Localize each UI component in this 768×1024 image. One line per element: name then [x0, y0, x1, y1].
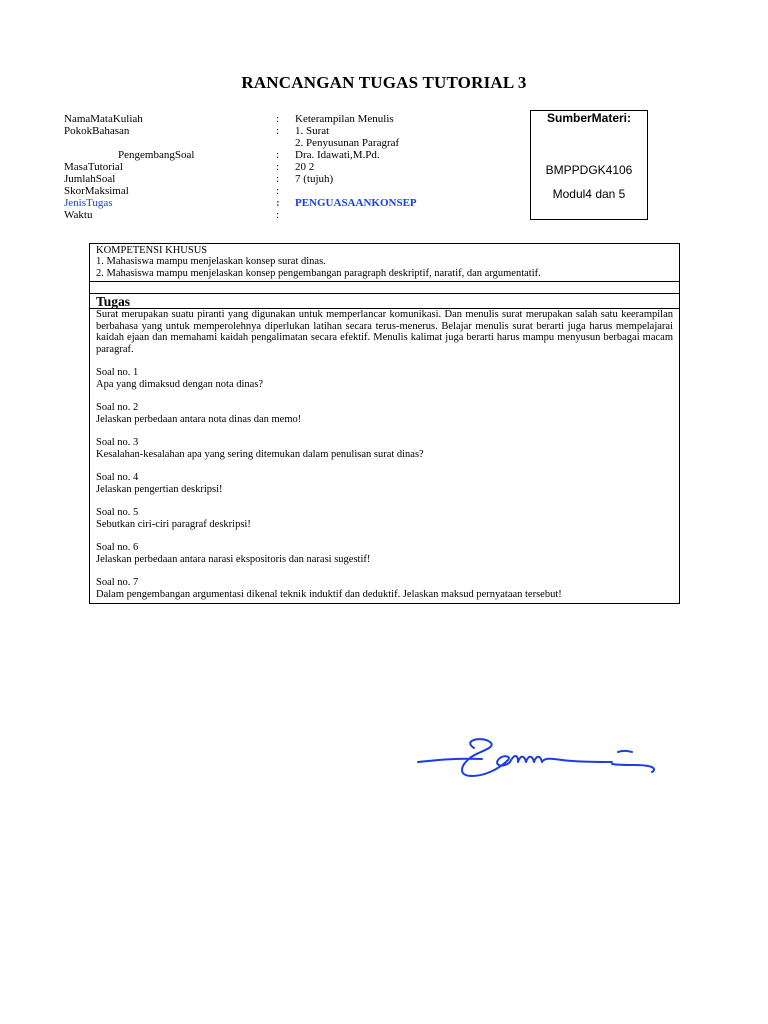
- soal-question: Jelaskan pengertian deskripsi!: [96, 484, 223, 495]
- meta-value-pengembang-soal: Dra. Idawati,M.Pd.: [295, 149, 380, 161]
- soal-label: Soal no. 5: [96, 507, 139, 518]
- signature-image: [412, 734, 662, 782]
- meta-label-pokok-bahasan: PokokBahasan: [64, 125, 130, 137]
- meta-colon: :: [276, 173, 280, 185]
- sumber-materi-modul: Modul4 dan 5: [552, 187, 626, 201]
- soal-label: Soal no. 3: [96, 437, 139, 448]
- meta-colon: :: [276, 113, 280, 125]
- tugas-paragraph: Surat merupakan suatu piranti yang digunakan untuk memperlancar komunikasi. Dan menulis surat merupakan salah satu keerampilan berbahasa yang untuk memperolehnya diperlukan latihan secara terus-menerus. Belajar menulis surat berarti juga harus mempelajarai kaidah ejaan dan memahami kaidah pengalimatan secara efektif. Menulis kalimat juga berarti harus mampu menyusun berbagai macam paragraf.: [96, 309, 673, 355]
- soal-label: Soal no. 2: [96, 402, 139, 413]
- sumber-materi-code: BMPPDGK4106: [545, 163, 633, 177]
- meta-colon: :: [276, 161, 280, 173]
- meta-colon: :: [276, 149, 280, 161]
- tugas-heading: Tugas: [96, 294, 131, 309]
- document-title: RANCANGAN TUGAS TUTORIAL 3: [241, 73, 527, 92]
- meta-colon: :: [276, 125, 280, 137]
- meta-value-pokok-bahasan-1: 1. Surat: [295, 125, 330, 137]
- soal-question: Dalam pengembangan argumentasi dikenal teknik induktif dan deduktif. Jelaskan maksud pernyataan tersebut!: [96, 589, 562, 600]
- meta-value-masa-tutorial: 20 2: [295, 161, 315, 173]
- meta-label-jenis-tugas: JenisTugas: [64, 197, 113, 209]
- sumber-materi-box: [530, 110, 648, 220]
- soal-question: Apa yang dimaksud dengan nota dinas?: [96, 379, 264, 390]
- soal-question: Kesalahan-kesalahan apa yang sering ditemukan dalam penulisan surat dinas?: [96, 449, 424, 460]
- meta-label-waktu: Waktu: [64, 209, 93, 221]
- meta-label-pengembang-soal: PengembangSoal: [118, 149, 195, 161]
- sumber-materi-title: SumberMateri:: [546, 111, 632, 125]
- soal-question: Jelaskan perbedaan antara narasi ekspositoris dan narasi sugestif!: [96, 554, 371, 565]
- meta-colon: :: [276, 185, 280, 197]
- soal-label: Soal no. 4: [96, 472, 139, 483]
- meta-label-nama-mata-kuliah: NamaMataKuliah: [64, 113, 143, 125]
- kompetensi-item-1: 1. Mahasiswa mampu menjelaskan konsep surat dinas.: [96, 256, 326, 267]
- task-table: [89, 243, 680, 604]
- soal-label: Soal no. 1: [96, 367, 139, 378]
- meta-value-jenis-tugas: PENGUASAANKONSEP: [295, 197, 417, 209]
- kompetensi-item-2: 2. Mahasiswa mampu menjelaskan konsep pengembangan paragraph deskriptif, naratif, dan argumentatif.: [96, 268, 541, 279]
- meta-colon: :: [276, 209, 280, 221]
- meta-value-jumlah-soal: 7 (tujuh): [295, 173, 334, 185]
- meta-value-pokok-bahasan-2: 2. Penyusunan Paragraf: [295, 137, 400, 149]
- meta-label-masa-tutorial: MasaTutorial: [64, 161, 123, 173]
- table-divider: [90, 281, 679, 282]
- meta-label-skor-maksimal: SkorMaksimal: [64, 185, 129, 197]
- soal-label: Soal no. 6: [96, 542, 139, 553]
- table-divider: [90, 293, 679, 294]
- soal-label: Soal no. 7: [96, 577, 139, 588]
- kompetensi-heading: KOMPETENSI KHUSUS: [96, 245, 208, 256]
- meta-colon: :: [276, 197, 280, 209]
- meta-value-nama-mata-kuliah: Keterampilan Menulis: [295, 113, 394, 125]
- soal-question: Sebutkan ciri-ciri paragraf deskripsi!: [96, 519, 251, 530]
- soal-question: Jelaskan perbedaan antara nota dinas dan memo!: [96, 414, 302, 425]
- meta-label-jumlah-soal: JumlahSoal: [64, 173, 116, 185]
